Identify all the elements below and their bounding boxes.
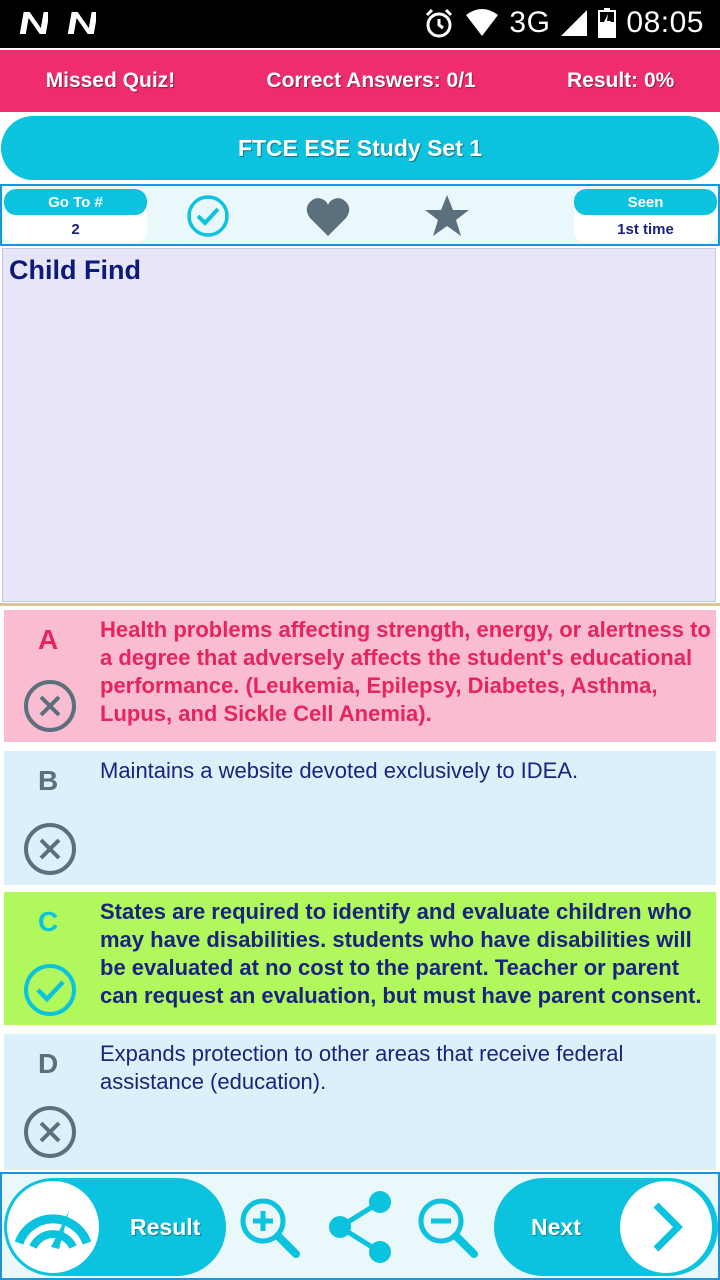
option-text: Health problems affecting strength, energy, or alertness to a degree that adversely affects the student's educational performance. (Leukemia, Epilepsy, Diabetes, Asthma, Lupus, and Sickle Cell Anemia). bbox=[100, 617, 711, 726]
option-letter: D bbox=[38, 1048, 59, 1079]
notification-n-icon bbox=[66, 10, 96, 36]
clock: 08:05 bbox=[626, 6, 704, 39]
status-bar bbox=[0, 0, 720, 48]
chevron-right-icon bbox=[620, 1181, 712, 1273]
divider bbox=[0, 603, 720, 606]
goto-label: Go To # bbox=[4, 189, 147, 215]
answer-option-d[interactable] bbox=[4, 1034, 716, 1170]
check-circle-icon[interactable] bbox=[184, 192, 232, 240]
next-button-label: Next bbox=[531, 1214, 581, 1240]
zoom-out-icon[interactable] bbox=[416, 1198, 480, 1258]
option-letter: C bbox=[38, 906, 59, 937]
question-toolbar bbox=[0, 184, 720, 246]
battery-icon bbox=[598, 8, 616, 38]
seen-label: Seen bbox=[574, 189, 717, 215]
goto-question-button[interactable] bbox=[4, 189, 147, 243]
x-circle-icon bbox=[22, 678, 78, 734]
result-button[interactable] bbox=[4, 1178, 226, 1276]
answer-option-b[interactable] bbox=[4, 751, 716, 885]
zoom-in-icon[interactable] bbox=[238, 1198, 302, 1258]
correct-answers-label: Correct Answers: 0/1 bbox=[266, 69, 476, 92]
bottom-action-bar bbox=[0, 1172, 720, 1280]
result-percent-label: Result: 0% bbox=[567, 69, 675, 92]
notification-n-icon bbox=[18, 10, 48, 36]
heart-icon[interactable] bbox=[304, 192, 352, 240]
result-button-label: Result bbox=[130, 1214, 201, 1240]
question-panel bbox=[2, 248, 716, 602]
seen-count-badge bbox=[574, 189, 717, 243]
next-button[interactable] bbox=[494, 1178, 718, 1276]
option-text: Expands protection to other areas that receive federal assistance (education). bbox=[100, 1041, 624, 1094]
seen-value: 1st time bbox=[617, 220, 674, 238]
alarm-icon bbox=[423, 7, 455, 39]
share-icon[interactable] bbox=[328, 1190, 394, 1264]
network-type: 3G bbox=[509, 6, 551, 39]
quiz-mode-label: Missed Quiz! bbox=[45, 69, 176, 92]
option-letter: B bbox=[38, 765, 59, 796]
answer-option-a[interactable] bbox=[4, 610, 716, 742]
signal-icon bbox=[560, 9, 588, 37]
goto-value: 2 bbox=[71, 220, 80, 238]
question-text: Child Find bbox=[9, 255, 141, 285]
wifi-icon bbox=[465, 9, 499, 37]
quiz-stats-bar bbox=[0, 50, 720, 112]
answer-option-c[interactable] bbox=[4, 892, 716, 1025]
x-circle-icon bbox=[22, 1104, 78, 1160]
check-circle-icon bbox=[22, 962, 78, 1018]
x-circle-icon bbox=[22, 821, 78, 877]
study-set-title-text: FTCE ESE Study Set 1 bbox=[237, 134, 483, 161]
option-letter: A bbox=[38, 624, 59, 655]
speedometer-icon bbox=[7, 1181, 99, 1273]
option-text: States are required to identify and evaluate children who may have disabilities. students who have disabilities will be evaluated at no cost to the parent. Teacher or parent can request an evaluation, but must have parent consent. bbox=[100, 899, 702, 1008]
option-text: Maintains a website devoted exclusively to IDEA. bbox=[100, 758, 579, 783]
study-set-title[interactable] bbox=[1, 116, 719, 180]
star-icon[interactable] bbox=[423, 192, 471, 240]
